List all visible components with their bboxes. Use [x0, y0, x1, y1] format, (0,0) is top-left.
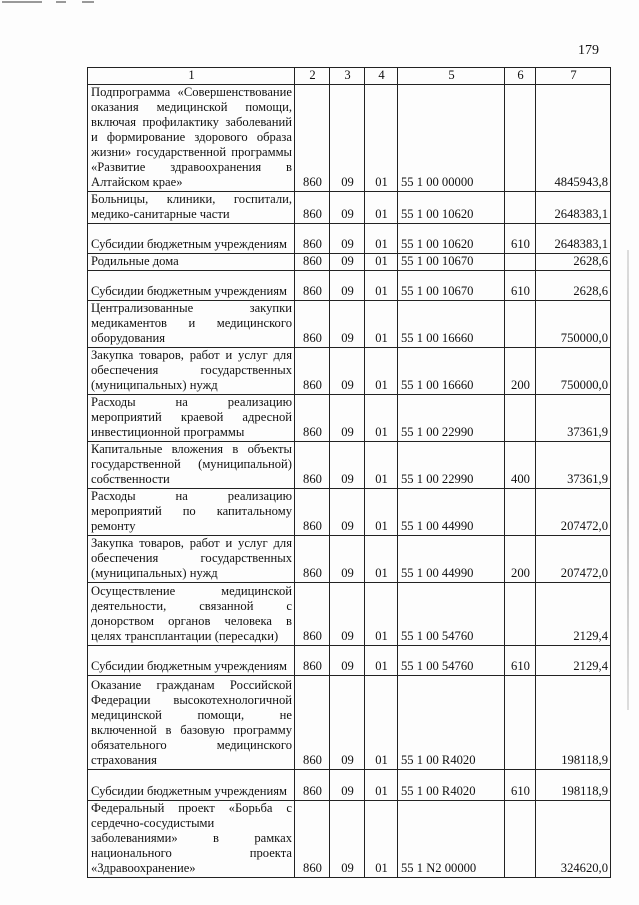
cell-amount: 324620,0 — [536, 801, 611, 878]
cell-name: Осуществление медицинской деятельности, связанной с донорством органов человека в целях трансплантации (пересадки) — [88, 583, 295, 646]
table-row — [88, 676, 611, 770]
cell-col-3: 09 — [330, 395, 365, 442]
budget-table — [87, 67, 611, 878]
cell-name: Субсидии бюджетным учреждениям — [88, 271, 295, 301]
header-col-6: 6 — [505, 68, 536, 85]
cell-col-6 — [505, 801, 536, 878]
cell-col-2: 860 — [295, 801, 330, 878]
cell-amount: 198118,9 — [536, 770, 611, 801]
cell-col-4: 01 — [365, 254, 398, 271]
cell-col-3: 09 — [330, 224, 365, 254]
cell-col-6 — [505, 192, 536, 224]
cell-code: 55 1 N2 00000 — [398, 801, 505, 878]
table-row — [88, 85, 611, 192]
cell-name: Субсидии бюджетным учреждениям — [88, 646, 295, 676]
cell-amount: 2129,4 — [536, 646, 611, 676]
cell-amount: 207472,0 — [536, 489, 611, 536]
cell-col-6 — [505, 583, 536, 646]
table-row — [88, 224, 611, 254]
cell-code: 55 1 00 10620 — [398, 224, 505, 254]
cell-code: 55 1 00 10670 — [398, 271, 505, 301]
cell-col-6 — [505, 301, 536, 348]
cell-code: 55 1 00 10620 — [398, 192, 505, 224]
table-row — [88, 192, 611, 224]
cell-name: Субсидии бюджетным учреждениям — [88, 770, 295, 801]
cell-amount: 4845943,8 — [536, 85, 611, 192]
cell-col-2: 860 — [295, 301, 330, 348]
cell-col-3: 09 — [330, 676, 365, 770]
cell-col-4: 01 — [365, 536, 398, 583]
cell-amount: 37361,9 — [536, 442, 611, 489]
cell-name: Централизованные закупки медикаментов и медицинского оборудования — [88, 301, 295, 348]
cell-col-3: 09 — [330, 348, 365, 395]
cell-col-4: 01 — [365, 395, 398, 442]
cell-name: Расходы на реализацию мероприятий по капитальному ремонту — [88, 489, 295, 536]
cell-col-2: 860 — [295, 489, 330, 536]
cell-amount: 2129,4 — [536, 583, 611, 646]
table-row — [88, 271, 611, 301]
cell-col-2: 860 — [295, 676, 330, 770]
cell-col-4: 01 — [365, 192, 398, 224]
cell-name: Больницы, клиники, госпитали, медико-санитарные части — [88, 192, 295, 224]
cell-col-2: 860 — [295, 770, 330, 801]
cell-code: 55 1 00 R4020 — [398, 770, 505, 801]
header-col-7: 7 — [536, 68, 611, 85]
cell-col-4: 01 — [365, 676, 398, 770]
cell-col-4: 01 — [365, 224, 398, 254]
cell-col-4: 01 — [365, 301, 398, 348]
cell-col-6: 400 — [505, 442, 536, 489]
header-col-1: 1 — [88, 68, 295, 85]
header-col-4: 4 — [365, 68, 398, 85]
header-row — [88, 68, 611, 85]
cell-col-2: 860 — [295, 395, 330, 442]
cell-col-2: 860 — [295, 536, 330, 583]
cell-col-2: 860 — [295, 224, 330, 254]
cell-col-4: 01 — [365, 770, 398, 801]
table-row — [88, 301, 611, 348]
cell-code: 55 1 00 R4020 — [398, 676, 505, 770]
table-row — [88, 348, 611, 395]
header-col-5: 5 — [398, 68, 505, 85]
cell-code: 55 1 00 54760 — [398, 583, 505, 646]
cell-col-4: 01 — [365, 442, 398, 489]
cell-amount: 198118,9 — [536, 676, 611, 770]
cell-col-3: 09 — [330, 801, 365, 878]
cell-col-6: 610 — [505, 271, 536, 301]
cell-col-4: 01 — [365, 348, 398, 395]
cell-col-6 — [505, 254, 536, 271]
cell-col-2: 860 — [295, 192, 330, 224]
cell-col-6 — [505, 676, 536, 770]
table-header — [88, 68, 611, 85]
table-row — [88, 395, 611, 442]
cell-amount: 750000,0 — [536, 348, 611, 395]
cell-amount: 2648383,1 — [536, 224, 611, 254]
cell-col-4: 01 — [365, 489, 398, 536]
scan-edge-mark — [0, 0, 95, 4]
table-row — [88, 536, 611, 583]
cell-amount: 2648383,1 — [536, 192, 611, 224]
table-body — [88, 85, 611, 878]
cell-col-3: 09 — [330, 646, 365, 676]
cell-col-4: 01 — [365, 271, 398, 301]
header-col-3: 3 — [330, 68, 365, 85]
cell-col-3: 09 — [330, 301, 365, 348]
cell-col-2: 860 — [295, 583, 330, 646]
cell-col-6 — [505, 395, 536, 442]
cell-name: Капитальные вложения в объекты государственной (муниципальной) собственности — [88, 442, 295, 489]
cell-code: 55 1 00 16660 — [398, 348, 505, 395]
cell-col-3: 09 — [330, 583, 365, 646]
cell-code: 55 1 00 22990 — [398, 395, 505, 442]
cell-col-4: 01 — [365, 85, 398, 192]
cell-col-3: 09 — [330, 192, 365, 224]
cell-code: 55 1 00 44990 — [398, 489, 505, 536]
cell-col-2: 860 — [295, 442, 330, 489]
cell-code: 55 1 00 44990 — [398, 536, 505, 583]
cell-col-3: 09 — [330, 85, 365, 192]
table-row — [88, 583, 611, 646]
table-row — [88, 442, 611, 489]
cell-col-3: 09 — [330, 442, 365, 489]
cell-col-2: 860 — [295, 646, 330, 676]
cell-col-6: 610 — [505, 224, 536, 254]
cell-name: Родильные дома — [88, 254, 295, 271]
cell-col-6: 200 — [505, 348, 536, 395]
scan-edge-shadow — [627, 250, 629, 710]
cell-col-6 — [505, 85, 536, 192]
cell-name: Федеральный проект «Борьба с сердечно-сосудистыми заболеваниями» в рамках национального проекта «Здравоохранение» — [88, 801, 295, 878]
cell-name: Расходы на реализацию мероприятий краевой адресной инвестиционной программы — [88, 395, 295, 442]
table-row — [88, 770, 611, 801]
cell-code: 55 1 00 00000 — [398, 85, 505, 192]
cell-col-2: 860 — [295, 85, 330, 192]
cell-col-2: 860 — [295, 271, 330, 301]
cell-name: Субсидии бюджетным учреждениям — [88, 224, 295, 254]
cell-name: Закупка товаров, работ и услуг для обеспечения государственных (муниципальных) нужд — [88, 348, 295, 395]
cell-col-2: 860 — [295, 254, 330, 271]
cell-col-4: 01 — [365, 801, 398, 878]
header-col-2: 2 — [295, 68, 330, 85]
table-row — [88, 489, 611, 536]
cell-name: Закупка товаров, работ и услуг для обеспечения государственных (муниципальных) нужд — [88, 536, 295, 583]
cell-amount: 2628,6 — [536, 254, 611, 271]
cell-code: 55 1 00 16660 — [398, 301, 505, 348]
cell-col-4: 01 — [365, 583, 398, 646]
cell-name: Оказание гражданам Российской Федерации высокотехнологичной медицинской помощи, не включенной в базовую программу обязательного медицинского страхования — [88, 676, 295, 770]
page-number: 179 — [578, 43, 599, 58]
cell-col-4: 01 — [365, 646, 398, 676]
cell-col-6: 610 — [505, 770, 536, 801]
cell-col-6 — [505, 489, 536, 536]
cell-code: 55 1 00 22990 — [398, 442, 505, 489]
cell-col-3: 09 — [330, 536, 365, 583]
cell-amount: 207472,0 — [536, 536, 611, 583]
cell-amount: 2628,6 — [536, 271, 611, 301]
table-row — [88, 254, 611, 271]
cell-code: 55 1 00 54760 — [398, 646, 505, 676]
cell-amount: 37361,9 — [536, 395, 611, 442]
cell-col-3: 09 — [330, 271, 365, 301]
table-row — [88, 801, 611, 878]
cell-col-2: 860 — [295, 348, 330, 395]
cell-col-6: 610 — [505, 646, 536, 676]
cell-col-3: 09 — [330, 254, 365, 271]
cell-name: Подпрограмма «Совершенствование оказания медицинской помощи, включая профилактику заболеваний и формирование здорового образа жизни» государственной программы «Развитие здравоохранения в Алтайском крае» — [88, 85, 295, 192]
cell-code: 55 1 00 10670 — [398, 254, 505, 271]
cell-col-3: 09 — [330, 489, 365, 536]
cell-amount: 750000,0 — [536, 301, 611, 348]
cell-col-3: 09 — [330, 770, 365, 801]
table-row — [88, 646, 611, 676]
cell-col-6: 200 — [505, 536, 536, 583]
